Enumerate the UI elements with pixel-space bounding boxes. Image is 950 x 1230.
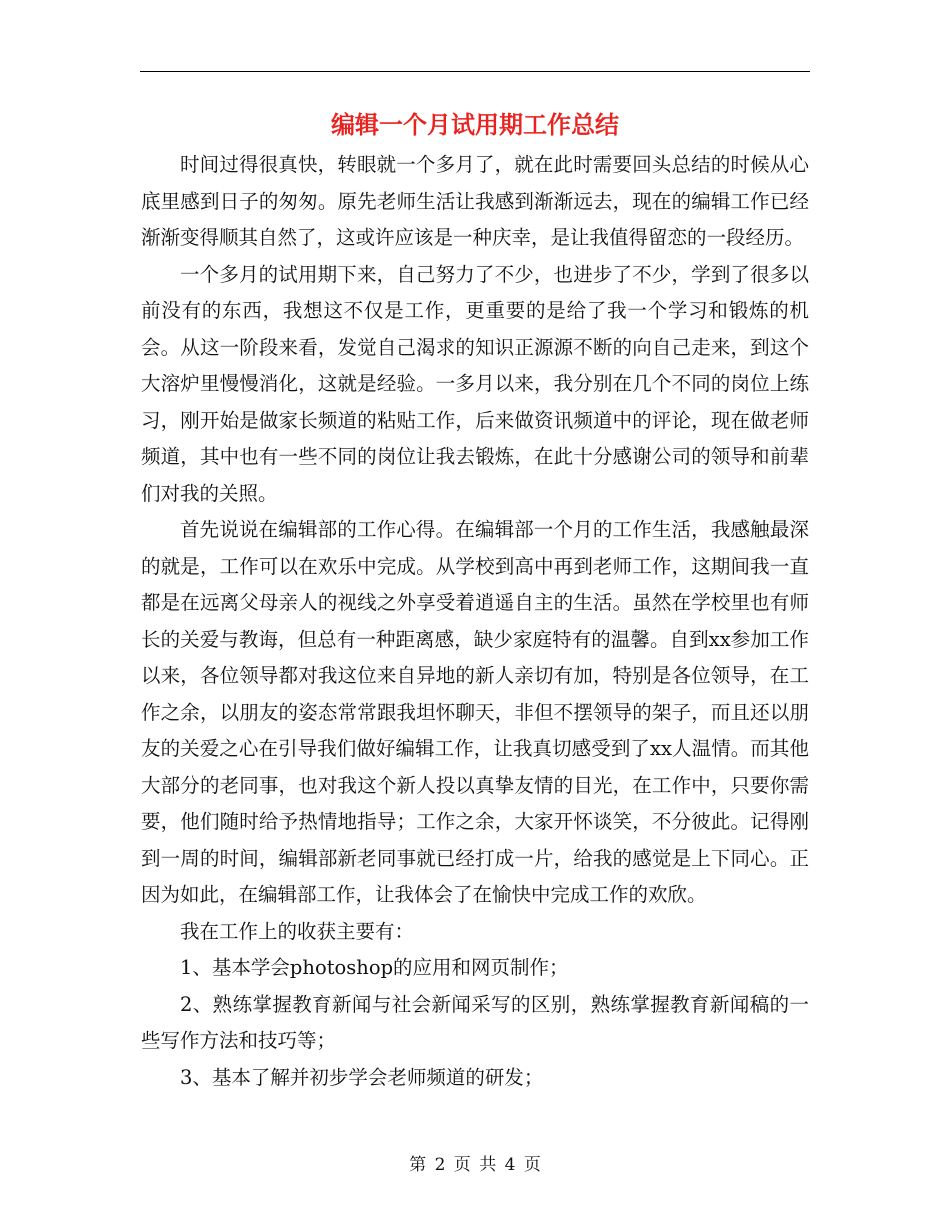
paragraph-intro: 时间过得很真快，转眼就一个多月了，就在此时需要回头总结的时候从心底里感到日子的匆匆。原先老师生活让我感到渐渐远去，现在的编辑工作已经渐渐变得顺其自然了，这或许应该是一种庆幸，是让我值得留恋的一段经历。 bbox=[141, 153, 809, 249]
list-item-gain-3: 3、基本了解并初步学会老师频道的研发； bbox=[180, 1065, 544, 1089]
paragraph-editorial-experience: 首先说说在编辑部的工作心得。在编辑部一个月的工作生活，我感触最深的就是，工作可以在欢乐中完成。从学校到高中再到老师工作，这期间我一直都是在远离父母亲人的视线之外享受着逍遥自主的生活。虽然在学校里也有师长的关爱与教诲，但总有一种距离感，缺少家庭特有的温馨。自到xx参加工作以来，各位领导都对我这位来自异地的新人亲切有加，特别是各位领导，在工作之余，以朋友的姿态常常跟我坦怀聊天，非但不摆领导的架子，而且还以朋友的关爱之心在引导我们做好编辑工作，让我真切感受到了xx人温情。而其他大部分的老同事，也对我这个新人投以真挚友情的目光，在工作中，只要你需要，他们随时给予热情地指导；工作之余，大家开怀谈笑，不分彼此。记得刚到一周的时间，编辑部新老同事就已经打成一片，给我的感觉是上下同心。正因为如此，在编辑部工作，让我体会了在愉快中完成工作的欢欣。 bbox=[141, 518, 809, 906]
list-item-gain-2: 2、熟练掌握教育新闻与社会新闻采写的区别，熟练掌握教育新闻稿的一些写作方法和技巧等； bbox=[141, 992, 809, 1052]
document-title: 编辑一个月试用期工作总结 bbox=[331, 110, 619, 139]
paragraph-gains-heading: 我在工作上的收获主要有： bbox=[180, 919, 415, 943]
paragraph-probation: 一个多月的试用期下来，自己努力了不少，也进步了不少，学到了很多以前没有的东西，我想这不仅是工作，更重要的是给了我一个学习和锻炼的机会。从这一阶段来看，发觉自己渴求的知识正源源不断的向自己走来，到这个大溶炉里慢慢消化，这就是经验。一多月以来，我分别在几个不同的岗位上练习，刚开始是做家长频道的粘贴工作，后来做资讯频道中的评论，现在做老师频道，其中也有一些不同的岗位让我去锻炼，在此十分感谢公司的领导和前辈们对我的关照。 bbox=[141, 262, 809, 505]
page-footer: 第 2 页 共 4 页 bbox=[409, 1155, 541, 1175]
header-rule bbox=[140, 71, 810, 72]
document-body bbox=[141, 147, 809, 1096]
list-item-gain-1: 1、基本学会photoshop的应用和网页制作； bbox=[180, 956, 569, 979]
